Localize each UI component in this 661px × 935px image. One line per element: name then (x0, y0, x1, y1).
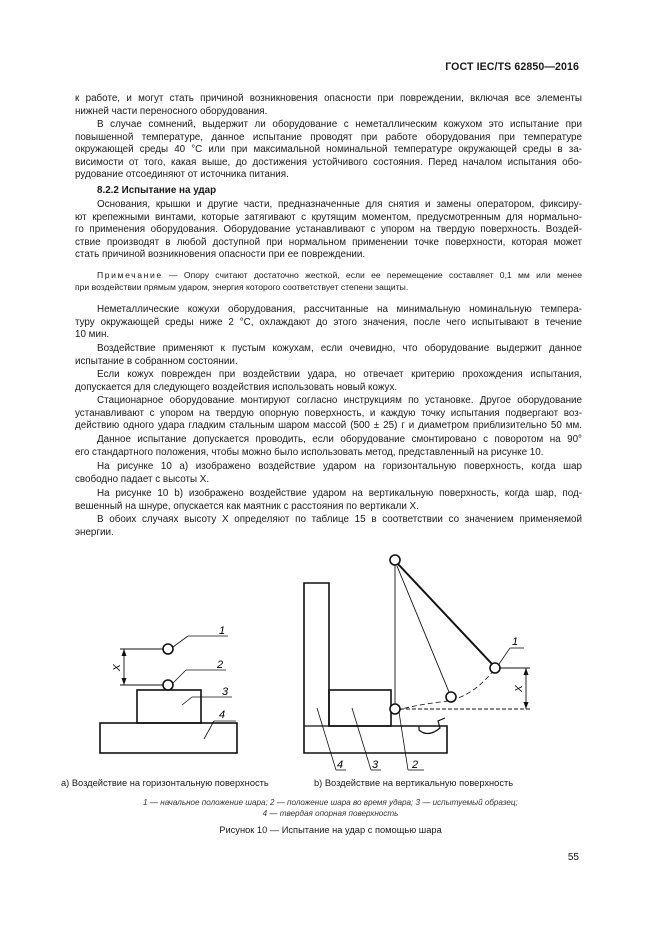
text-line: испытание в собранном состоянии. (75, 355, 238, 367)
label-4-b: 4 (337, 759, 344, 771)
label-2-b: 2 (412, 759, 419, 771)
label-x-b: X (514, 685, 525, 692)
text-line: действию одного удара гладким стальным шаром массой (500 ± 25) г и диаметром приблизительно 50 мм. (75, 420, 582, 432)
label-x-a: X (112, 664, 123, 671)
text-line: Стационарное оборудование монтируют согласно инструкциям по установке. Другое оборудование (97, 395, 582, 406)
figure-legend-line-2: 4 — твердая опорная поверхность (262, 809, 399, 818)
label-1-b: 1 (512, 636, 519, 648)
test-sample-b (329, 690, 391, 726)
ball-swing-b (446, 692, 456, 702)
text-line: ствие производят в любой доступной при нормальном применении точке поверхности, которая может (75, 236, 582, 248)
text-line: го применения оборудования. Оборудование устанавливают с упором на твердую поверхность. Воздей- (75, 224, 582, 236)
support-surface-b (304, 583, 447, 753)
text-line: туру окружающей среды ниже 2 °С, охлаждают до этого значения, после чего испытывают в течение (75, 316, 582, 328)
caption-b: b) Воздействие на вертикальную поверхность (314, 778, 514, 788)
figure-legend-line-1: 1 — начальное положение шара; 2 — положение шара во время удара; 3 — испытуемый образец; (143, 798, 518, 807)
text-line: его стандартного положения, чтобы можно было использовать метод, представленный на рисунке 10. (75, 446, 544, 458)
text-line: ют крепежными винтами, которые затягивают с крутящим моментом, предусмотренным для нормально- (75, 211, 582, 223)
section-heading: 8.2.2 Испытание на удар (97, 185, 217, 196)
figure-a (100, 625, 237, 753)
text-line: к работе, и могут стать причиной возникновения опасности при повреждении, включая все элементы (75, 93, 582, 104)
text-line: свободно падает с высоты X. (75, 473, 210, 485)
text-line: Неметаллические кожухи оборудования, рассчитанные на минимальную номинальную темпера- (97, 304, 582, 315)
label-2-a: 2 (217, 659, 224, 671)
ball-initial-b (490, 663, 500, 673)
text-line: На рисунке 10 b) изображено воздействие ударом на вертикальную поверхность, когда шар, под- (97, 488, 582, 499)
label-4-a: 4 (219, 709, 226, 721)
figure-title: Рисунок 10 — Испытание на удар с помощью шара (219, 825, 442, 835)
text-line: окружающей среды 40 °С или при максимальной номинальной температуре окружающей среды в за- (75, 144, 582, 156)
page-number: 55 (567, 852, 579, 863)
label-3-a: 3 (222, 686, 229, 698)
text-line: В случае сомнений, выдержит ли оборудование с неметаллическим кожухом это испытание при (97, 119, 582, 130)
text-line: повышенной температуре, данное испытание проводят при работе оборудования при температуре (75, 131, 582, 143)
text-line: На рисунке 10 а) изображено воздействие ударом на горизонтальную поверхность, когда шар (97, 461, 582, 472)
ball-impact-b (390, 704, 400, 714)
document-header: ГОСТ IEC/TS 62850—2016 (445, 61, 579, 73)
label-1-a: 1 (219, 625, 226, 637)
text-line: устанавливают с упором на твердую опорную поверхность, и каждую точку испытания подвергают воз- (75, 407, 582, 419)
text-line: допускается для следующего воздействия использовать новый кожух. (75, 381, 398, 393)
text-line: висимости от того, какая выше, до достижения устойчивого состояния. Перед началом испытания обо- (75, 156, 582, 168)
text-line: вешенный на шнуре, опускается как маятник с расстояния по вертикали X. (75, 500, 419, 512)
text-line: 10 мин. (75, 329, 110, 341)
text-line: при воздействии прямым ударом, энергия которого соответствует степени защиты. (75, 281, 409, 292)
text-line: рудование отсоединяют от источника питания. (75, 169, 289, 181)
label-3-b: 3 (372, 759, 379, 771)
text-line: энергии. (75, 526, 114, 538)
text-line: Если кожух поврежден при воздействии удара, но отвечает критерию прохождения испытания, (97, 369, 582, 380)
text-line: стать причиной возникновения опасности при ее повреждении. (75, 249, 366, 261)
ball-initial-a (163, 644, 173, 654)
test-sample-a (137, 690, 201, 723)
caption-a: а) Воздействие на горизонтальную поверхность (61, 778, 269, 788)
figure-b (304, 555, 530, 771)
support-surface-a (100, 723, 237, 753)
text-line: Основания, крышки и другие части, предназначенные для снятия и замены оператором, фиксиру- (97, 199, 582, 210)
text-line: В обоих случаях высоту X определяют по таблице 15 в соответствии со значением применяемой (97, 514, 582, 525)
ball-impact-a (163, 680, 173, 690)
text-line: нижней части переносного оборудования. (75, 105, 268, 117)
note-label: Примечание (97, 270, 163, 280)
pendulum-pivot (390, 555, 400, 565)
text-line: Воздействие применяют к пустым кожухам, если очевидно, что оборудование выдержит данное (97, 343, 582, 354)
note-text: — Опору считают достаточно жесткой, если ее перемещение составляет 0,1 мм или менее (169, 270, 582, 280)
text-line: Данное испытание допускается проводить, если оборудование смонтировано с поворотом на 90° (97, 434, 582, 445)
